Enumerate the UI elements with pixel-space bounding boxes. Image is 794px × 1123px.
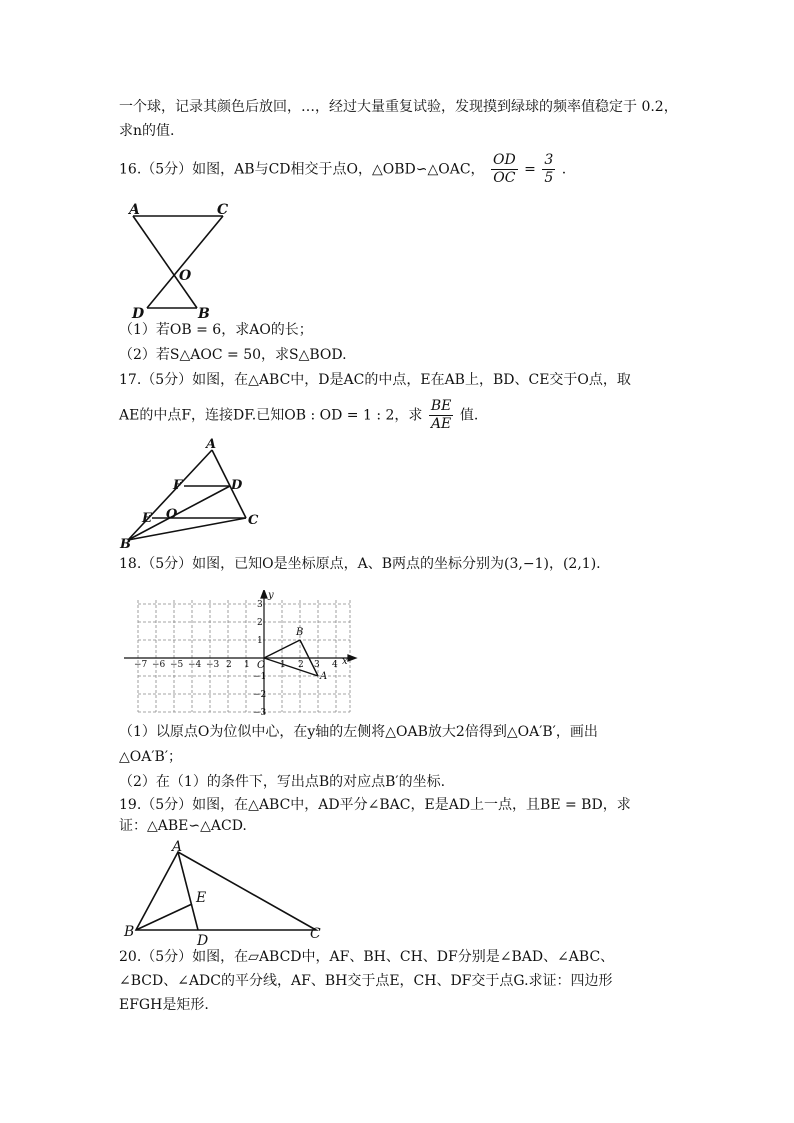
q16-part-2: （2）若S△AOC = 50，求S△BOD. — [119, 347, 347, 363]
x-tick: −5 — [170, 660, 184, 670]
fig16-label-o: O — [179, 268, 192, 284]
x-tick: 1 — [280, 660, 286, 670]
point-a-label: A — [320, 671, 328, 682]
question-18: 18.（5分）如图，已知O是坐标原点，A、B两点的坐标分别为(3,−1)，(2,1). — [119, 556, 601, 572]
question-16 — [119, 152, 566, 187]
x-tick: 1 — [244, 660, 250, 670]
q18-part-1-line-2: △OA′B′； — [119, 749, 182, 765]
q16-fraction-3-5: $\frac{3}{5}$ — [544, 152, 554, 186]
y-tick: 2 — [257, 618, 263, 628]
fig16-label-c: C — [217, 202, 229, 218]
q17-end: 值. — [459, 407, 479, 424]
fig17-label-e: E — [142, 511, 152, 526]
fig16-label-d: D — [132, 306, 145, 320]
fig17-label-a: A — [206, 437, 217, 452]
q18-part-1-line-1: （1）以原点O为位似中心，在y轴的左侧将△OAB放大2倍得到△OA′B′，画出 — [119, 724, 598, 740]
fig19-label-d: D — [197, 933, 209, 949]
fig17-label-f: F — [173, 478, 183, 493]
fig19-label-b: B — [124, 924, 135, 940]
q16-period: . — [561, 161, 567, 178]
figure-16 — [125, 200, 235, 320]
question-19-line-1: 19.（5分）如图，在△ABC中，AD平分∠BAC，E是AD上一点，且BE = BD，求 — [119, 797, 631, 813]
fig16-label-b: B — [198, 306, 210, 320]
figure-19 — [120, 838, 330, 950]
point-b-label: B — [296, 627, 304, 638]
y-tick: −3 — [253, 708, 267, 718]
fig17-label-b: B — [120, 537, 131, 552]
fig19-label-c: C — [310, 926, 321, 942]
text-line-2: 求n的值. — [119, 123, 175, 139]
fig16-label-a: A — [129, 202, 140, 218]
q17-stem: AE的中点F，连接DF.已知OB : OD = 1 : 2，求 — [119, 407, 423, 424]
fig17-label-o: O — [166, 507, 178, 522]
y-tick: −2 — [253, 690, 267, 700]
question-19-line-2: 证：△ABE∽△ACD. — [119, 818, 247, 834]
y-tick: −1 — [253, 672, 267, 682]
question-20-line-1: 20.（5分）如图，在▱ABCD中，AF、BH、CH、DF分别是∠BAD、∠ABC、 — [119, 949, 615, 965]
x-tick: 3 — [314, 660, 320, 670]
question-17-line-1: 17.（5分）如图，在△ABC中，D是AC的中点，E在AB上，BD、CE交于O点，取 — [119, 372, 631, 388]
fig17-label-c: C — [248, 513, 259, 528]
x-tick: 2 — [298, 660, 304, 670]
figure-18-coordinate-grid — [120, 590, 360, 718]
y-axis-label: y — [268, 590, 274, 601]
x-tick: −4 — [188, 660, 202, 670]
q18-part-2: （2）在（1）的条件下，写出点B的对应点B′的坐标. — [119, 774, 446, 790]
x-axis-label: x — [342, 656, 348, 667]
q16-fraction-od-oc: $\frac{OD}{OC}$ — [493, 152, 516, 186]
question-17-line-2 — [119, 398, 478, 433]
question-20-line-2: ∠BCD、∠ADC的平分线，AF、BH交于点E，CH、DF交于点G.求证：四边形 — [119, 973, 613, 989]
q16-equals: = — [524, 161, 536, 178]
y-tick: 3 — [257, 600, 263, 610]
x-tick: −3 — [206, 660, 220, 670]
x-tick: 4 — [332, 660, 338, 670]
text-line-1: 一个球，记录其颜色后放回，…，经过大量重复试验，发现摸到绿球的频率值稳定于 0.2， — [119, 99, 678, 115]
question-20-line-3: EFGH是矩形. — [119, 997, 209, 1013]
figure-17 — [118, 436, 268, 552]
origin-label: O — [257, 660, 266, 671]
fig17-label-d: D — [231, 478, 243, 493]
x-tick: 2 — [226, 660, 232, 670]
q16-part-1: （1）若OB = 6，求AO的长； — [119, 322, 313, 338]
x-tick: −6 — [152, 660, 166, 670]
q16-stem: 16.（5分）如图，AB与CD相交于点O，△OBD∽△OAC， — [119, 161, 485, 178]
y-tick: 1 — [257, 636, 263, 646]
x-tick: −7 — [134, 660, 148, 670]
grid-lines — [138, 600, 350, 712]
q17-fraction-be-ae: $\frac{BE}{AE}$ — [430, 398, 452, 432]
fig19-label-a: A — [172, 839, 183, 855]
fig19-label-e: E — [196, 890, 207, 906]
